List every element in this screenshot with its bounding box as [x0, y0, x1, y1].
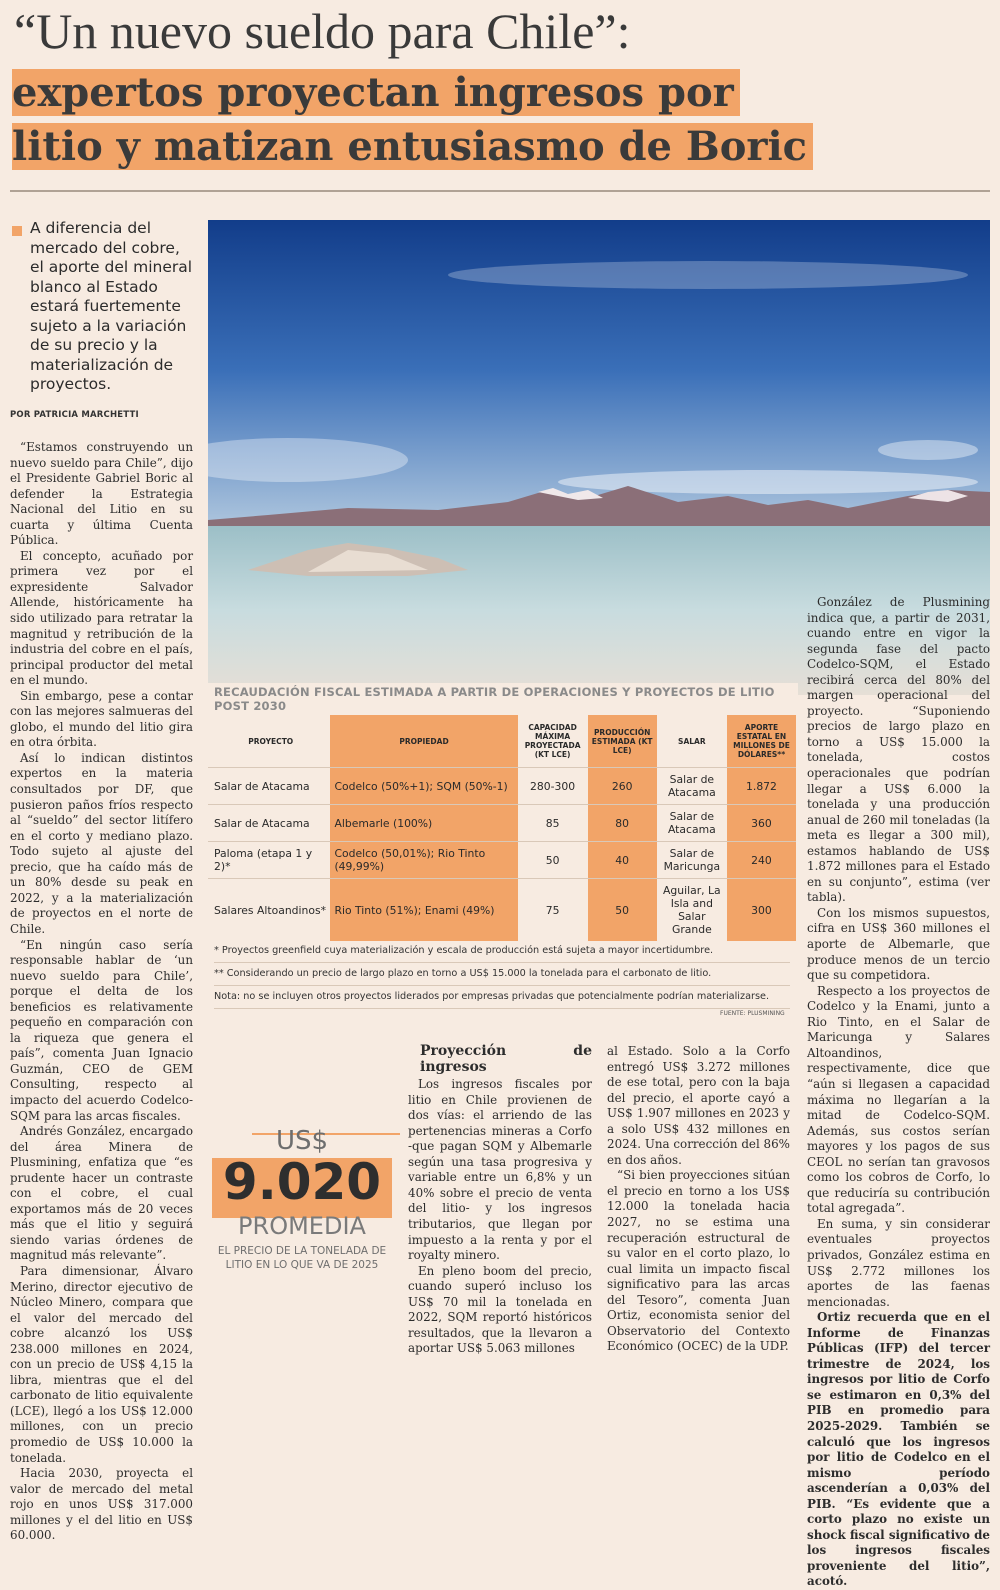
paragraph: “En ningún caso sería responsable hablar de ‘un nuevo sueldo para Chile’, porque el delta de los beneficios es relativamente pequeño en comparación con la riqueza que genera el país”, comenta Juan Ignacio Guzmán, CEO de GEM Consulting, respecto al impacto del acuerdo Codelco-SQM para las arcas fiscales.	[10, 937, 193, 1123]
paragraph: Andrés González, encargado del área Minera de Plusmining, enfatiza que “es prudente hacer un contraste con el cobre, el cual exportamos más de 20 veces más que el litio y seguirá siendo varias órdenes de magnitud más relevante”.	[10, 1124, 193, 1263]
cell-propiedad: Codelco (50,01%); Rio Tinto (49,99%)	[330, 842, 517, 879]
cell-capacidad: 85	[518, 805, 588, 842]
headline-line-1: expertos proyectan ingresos por	[12, 69, 740, 116]
table-note: * Proyectos greenfield cuya materialización y escala de producción está sujeta a mayor incertidumbre.	[214, 940, 790, 963]
cell-propiedad: Rio Tinto (51%); Enami (49%)	[330, 879, 517, 942]
cell-produccion: 50	[588, 879, 657, 942]
header-aporte: APORTE ESTATAL EN MILLONES DE DÓLARES**	[727, 715, 796, 768]
article-column-5	[807, 595, 990, 1590]
cell-produccion: 80	[588, 805, 657, 842]
paragraph: “Si bien proyecciones sitúan el precio en torno a los US$ 12.000 la tonelada hacia 2027, no se estima una recuperación estructural de su valor en el corto plazo, lo cual limita un impacto fiscal significativo para las arcas del Tesoro”, comenta Juan Ortiz, economista senior del Observatorio del Contexto Económico (OCEC) de la UDP.	[607, 1168, 790, 1354]
paragraph: Ortiz recuerda que en el Informe de Finanzas Públicas (IFP) del tercer trimestre de 2024, los ingresos por litio de Corfo se estimaron en 0,3% del PIB en promedio para 2025-2029. También se calculó que los ingresos por litio de Codelco en el mismo período ascenderían a 0,03% del PIB. “Es evidente que a corto plazo no existe un shock fiscal significativo de los ingresos fiscales proveniente del litio”, acotó.	[807, 1310, 990, 1589]
table-row	[208, 879, 796, 942]
paragraph: Hacia 2030, proyecta el valor de mercado del metal rojo en unos US$ 317.000 millones y el del litio en US$ 60.000.	[10, 1466, 193, 1543]
paragraph: El concepto, acuñado por primera vez por el expresidente Salvador Allende, históricamente ha sido utilizado para retratar la magnitud y retribución de la industria del cobre en el país, principal productor del metal en el mundo.	[10, 548, 193, 688]
paragraph: Sin embargo, pese a contar con las mejores salmueras del globo, el mundo del litio gira en otra órbita.	[10, 688, 193, 750]
table-header-row	[208, 715, 796, 768]
stat-currency: US$	[275, 1126, 329, 1156]
paragraph: En suma, y sin considerar eventuales proyectos privados, González estima en US$ 2.772 millones los aportes de las faenas mencionadas.	[807, 1216, 990, 1309]
table-title: RECAUDACIÓN FISCAL ESTIMADA A PARTIR DE OPERACIONES Y PROYECTOS DE LITIO POST 2030	[214, 685, 775, 713]
cell-proyecto: Paloma (etapa 1 y 2)*	[208, 842, 330, 879]
paragraph: “Estamos construyendo un nuevo sueldo para Chile”, dijo el Presidente Gabriel Boric al defender la Estrategia Nacional del Litio en su cuarta y última Cuenta Pública.	[10, 440, 193, 548]
cell-produccion: 260	[588, 768, 657, 805]
cell-aporte: 1.872	[727, 768, 796, 805]
table-row	[208, 805, 796, 842]
cell-capacidad: 50	[518, 842, 588, 879]
paragraph: González de Plusmining indica que, a partir de 2031, cuando entre en vigor la segunda fase del pacto Codelco-SQM, el Estado recibirá cerca del 80% del margen operacional del proyecto. “Suponiendo precios de largo plazo en torno a US$ 15.000 la tonelada, costos operacionales que podrían llegar a US$ 6.000 la tonelada y una producción anual de 260 mil toneladas (la meta es llegar a 300 mil), estamos hablando de US$ 1.872 millones para el Estado en su conjunto”, estima (ver tabla).	[807, 595, 990, 905]
cell-proyecto: Salar de Atacama	[208, 805, 330, 842]
article-column-1	[10, 440, 193, 1544]
cell-aporte: 240	[727, 842, 796, 879]
cell-aporte: 360	[727, 805, 796, 842]
paragraph: Así lo indican distintos expertos en la materia consultados por DF, que pusieron paños fríos respecto al “sueldo” del sector litífero en el corto y mediano plazo. Todo sujeto al ajuste del precio, que ha caído más de un 80% desde su peak en 2022, y a la materialización de proyectos en el norte de Chile.	[10, 750, 193, 936]
table-row	[208, 768, 796, 805]
headline-rule	[10, 190, 990, 192]
headline-quote: “Un nuevo sueldo para Chile”:	[14, 3, 631, 59]
header-capacidad: CAPACIDAD MÁXIMA PROYECTADA (KT LCE)	[524, 723, 581, 759]
byline: POR PATRICIA MARCHETTI	[10, 410, 139, 420]
table-note: Nota: no se incluyen otros proyectos liderados por empresas privadas que potencialmente podrían materializarse.	[214, 986, 790, 1009]
table-source: FUENTE: PLUSMINING	[720, 1010, 785, 1017]
cell-aporte: 300	[727, 879, 796, 942]
stat-caption: EL PRECIO DE LA TONELADA DE LITIO EN LO QUE VA DE 2025	[217, 1245, 387, 1271]
paragraph: Para dimensionar, Álvaro Merino, director ejecutivo de Núcleo Minero, compara que el valor del mercado del cobre alcanzó los US$ 238.000 millones en 2024, con un precio de US$ 4,15 la libra, mientras que el del carbonato de litio equivalente (LCE), llegó a los US$ 12.000 millones, con un precio promedio de US$ 10.000 la tonelada.	[10, 1263, 193, 1465]
section-heading: Proyección de ingresos	[420, 1043, 592, 1075]
cell-salar: Salar de Maricunga	[657, 842, 727, 879]
article-column-3	[408, 1044, 592, 1357]
paragraph: al Estado. Solo a la Corfo entregó US$ 3.272 millones de ese total, pero con la baja del precio, el aporte cayó a US$ 1.907 millones en 2023 y a solo US$ 432 millones en 2024. Una corrección del 86% en dos años.	[607, 1044, 790, 1167]
cell-produccion: 40	[588, 842, 657, 879]
paragraph: En pleno boom del precio, cuando superó incluso los US$ 70 mil la tonelada en 2022, SQM reportó históricos resultados, que la llevaron a aportar US$ 5.063 millones	[408, 1263, 592, 1356]
cell-salar: Salar de Atacama	[657, 768, 727, 805]
stat-value: 9.020	[222, 1153, 382, 1211]
cell-propiedad: Codelco (50%+1); SQM (50%-1)	[330, 768, 517, 805]
cell-proyecto: Salares Altoandinos*	[208, 879, 330, 942]
table-notes	[214, 940, 790, 1009]
cell-salar: Salar de Atacama	[657, 805, 727, 842]
revenue-table	[208, 715, 796, 941]
lead-bullet-icon	[12, 226, 22, 236]
cell-salar: Aguilar, La Isla and Salar Grande	[657, 879, 727, 942]
headline-main	[12, 66, 992, 174]
header-propiedad: PROPIEDAD	[330, 715, 517, 768]
header-produccion: PRODUCCIÓN ESTIMADA (KT LCE)	[588, 715, 657, 768]
cell-proyecto: Salar de Atacama	[208, 768, 330, 805]
stat-label: PROMEDIA	[238, 1212, 366, 1240]
article-column-4	[607, 1044, 790, 1355]
table-note: ** Considerando un precio de largo plazo en torno a US$ 15.000 la tonelada para el carbonato de litio.	[214, 963, 790, 986]
paragraph: Respecto a los proyectos de Codelco y la Enami, junto a Rio Tinto, en el Salar de Maricunga y Salares Altoandinos, respectivamente, dice que “aún si llegasen a capacidad máxima no llegarían a la mitad de Codelco-SQM. Además, sus costos serían mayores y los pagos de sus CEOL no serían tan gravosos como los cobros de Corfo, lo que reduciría su contribución total agregada”.	[807, 983, 990, 1216]
cell-capacidad: 280-300	[518, 768, 588, 805]
cell-propiedad: Albemarle (100%)	[330, 805, 517, 842]
header-proyecto: PROYECTO	[248, 736, 294, 746]
header-salar: SALAR	[678, 736, 706, 746]
table-row	[208, 842, 796, 879]
headline-line-2: litio y matizan entusiasmo de Boric	[12, 123, 813, 170]
cell-capacidad: 75	[518, 879, 588, 942]
lead-paragraph: A diferencia del mercado del cobre, el aporte del mineral blanco al Estado estará fuertemente sujeto a la variación de su precio y la materialización de proyectos.	[30, 219, 193, 393]
paragraph: Con los mismos supuestos, cifra en US$ 360 millones el aporte de Albemarle, que produce menos de un tercio que su competidora.	[807, 905, 990, 983]
paragraph: Los ingresos fiscales por litio en Chile provienen de dos vías: el arriendo de las pertenencias mineras a Corfo -que pagan SQM y Albemarle según una tasa progresiva y variable entre un 6,8% y un 40% sobre el precio de venta del litio- y los ingresos tributarios, que llegan por impuesto a la renta y por el royalty minero.	[408, 1077, 592, 1263]
